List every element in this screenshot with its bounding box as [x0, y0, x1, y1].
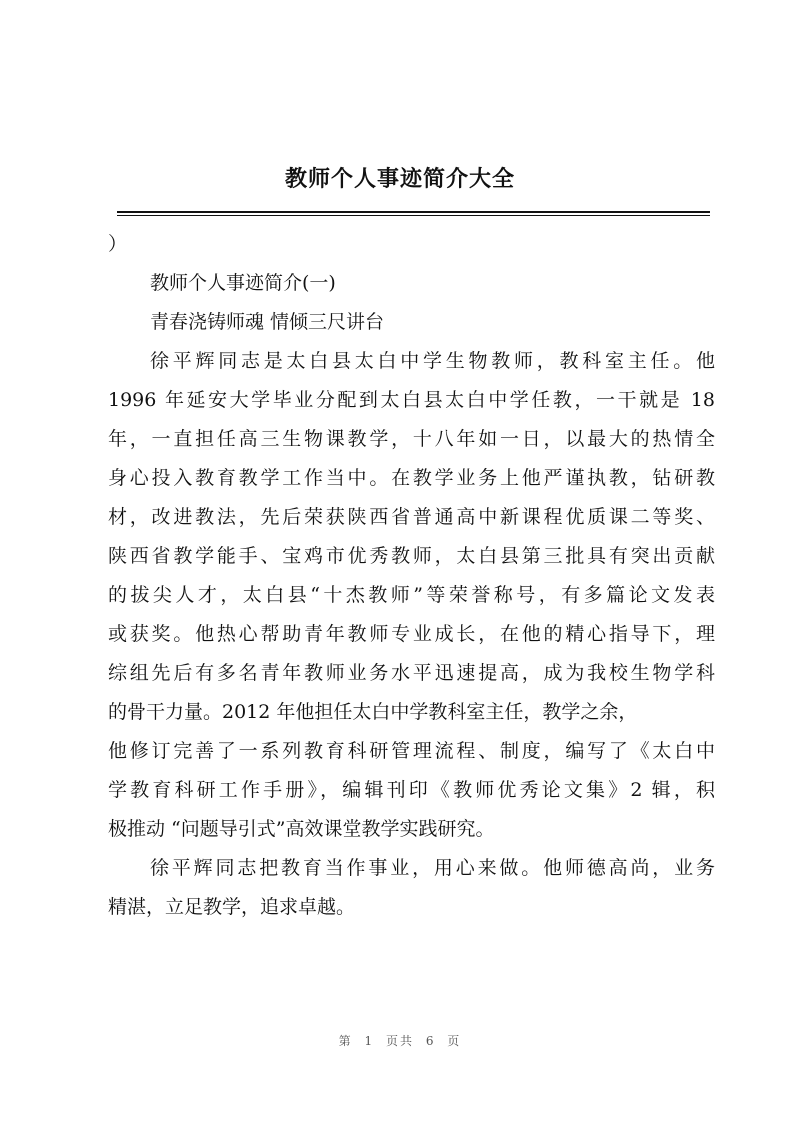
section-subtitle: 青春浇铸师魂 情倾三尺讲台 — [150, 311, 385, 333]
paragraph-line: 学教育科研工作手册》，编辑刊印《教师优秀论文集》2 辑，积 — [108, 779, 715, 801]
paragraph-line: 极推动 “问题导引式”高效课堂教学实践研究。 — [108, 818, 495, 840]
paragraph-line: 精湛，立足教学，追求卓越。 — [108, 896, 356, 918]
paragraph-line: 他修订完善了一系列教育科研管理流程、制度，编写了《太白中 — [108, 740, 715, 762]
stray-bracket: ） — [108, 233, 128, 255]
paragraph-line: 年，一直担任高三生物课教学，十八年如一日，以最大的热情全 — [108, 428, 715, 450]
paragraph-line: 徐平辉同志是太白县太白中学生物教师，教科室主任。他 — [150, 350, 715, 372]
title-rule-thick — [117, 211, 710, 213]
footer-middle: 页共 — [385, 1034, 414, 1048]
paragraph-line: 材，改进教法，先后荣获陕西省普通高中新课程优质课二等奖、 — [108, 506, 715, 528]
paragraph-line: 的骨干力量。2012 年他担任太白中学教科室主任，教学之余， — [108, 701, 638, 723]
paragraph-line: 陕西省教学能手、宝鸡市优秀教师，太白县第三批具有突出贡献 — [108, 545, 715, 567]
section-heading: 教师个人事迹简介(一) — [150, 272, 336, 294]
paragraph-line: 综组先后有多名青年教师业务水平迅速提高，成为我校生物学科 — [108, 662, 715, 684]
footer-suffix: 页 — [447, 1034, 462, 1048]
title-rule-thin — [117, 215, 710, 216]
footer-prefix: 第 — [338, 1034, 353, 1048]
paragraph-line: 1996 年延安大学毕业分配到太白县太白中学任教，一干就是 18 — [108, 389, 715, 411]
page-footer — [0, 1032, 800, 1049]
paragraph-line: 或获奖。他热心帮助青年教师专业成长，在他的精心指导下，理 — [108, 623, 715, 645]
document-body — [108, 225, 715, 927]
paragraph-line: 身心投入教育教学工作当中。在教学业务上他严谨执教，钻研教 — [108, 467, 715, 489]
footer-page-number: 1 — [364, 1034, 375, 1048]
paragraph-line: 徐平辉同志把教育当作事业，用心来做。他师德高尚，业务 — [150, 857, 715, 879]
paragraph-line: 的拔尖人才，太白县“十杰教师”等荣誉称号，有多篇论文发表 — [108, 584, 715, 606]
footer-total-pages: 6 — [425, 1034, 436, 1048]
document-title: 教师个人事迹简介大全 — [284, 166, 515, 192]
